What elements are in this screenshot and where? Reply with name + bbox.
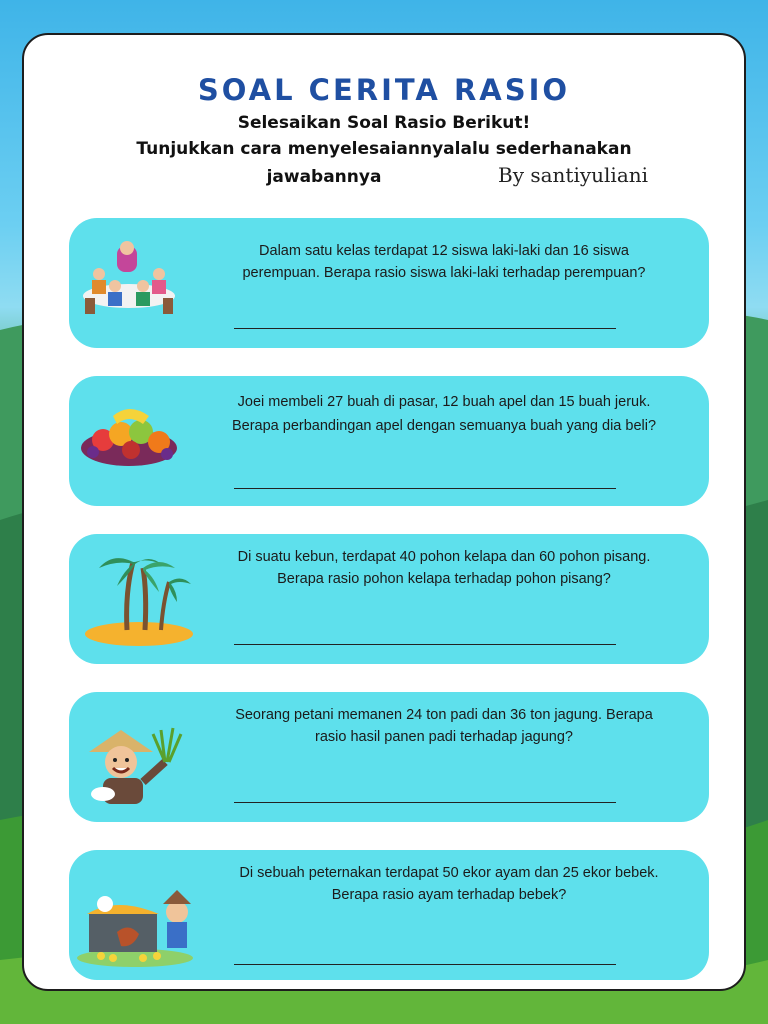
question-4-line-2: rasio hasil panen padi terhadap jagung? bbox=[315, 729, 573, 745]
answer-line-3[interactable] bbox=[234, 644, 616, 645]
answer-line-2[interactable] bbox=[234, 488, 616, 489]
author-credit: By santiyuliani bbox=[498, 163, 649, 187]
worksheet bbox=[22, 33, 746, 991]
instruction-line-2: Tunjukkan cara menyelesaiannyalalu sederhanakan bbox=[136, 139, 632, 159]
question-text-4 bbox=[199, 704, 689, 748]
question-text-3 bbox=[209, 546, 679, 590]
question-card-4 bbox=[69, 692, 709, 822]
palm-tree-island-icon bbox=[83, 542, 195, 648]
instruction-line-1: Selesaikan Soal Rasio Berikut! bbox=[237, 113, 531, 133]
instruction-line-3: jawabannya bbox=[266, 167, 382, 187]
question-1-line-1: Dalam satu kelas terdapat 12 siswa laki-laki dan 16 siswa bbox=[259, 243, 629, 259]
fruit-pile-icon bbox=[77, 396, 181, 472]
question-card-5 bbox=[69, 850, 709, 980]
poultry-farm-icon bbox=[77, 864, 199, 968]
answer-line-5[interactable] bbox=[234, 964, 616, 965]
question-1-line-2: perempuan. Berapa rasio siswa laki-laki terhadap perempuan? bbox=[242, 265, 646, 281]
answer-line-4[interactable] bbox=[234, 802, 616, 803]
classroom-icon bbox=[77, 238, 181, 318]
farmer-icon bbox=[81, 722, 191, 806]
answer-line-1[interactable] bbox=[234, 328, 616, 329]
question-text-5 bbox=[209, 862, 689, 906]
question-card-1 bbox=[69, 218, 709, 348]
question-card-3 bbox=[69, 534, 709, 664]
question-3-line-1: Di suatu kebun, terdapat 40 pohon kelapa dan 60 pohon pisang. bbox=[237, 549, 651, 565]
question-4-line-1: Seorang petani memanen 24 ton padi dan 36 ton jagung. Berapa bbox=[235, 707, 653, 723]
question-text-2 bbox=[199, 390, 689, 438]
question-5-line-1: Di sebuah peternakan terdapat 50 ekor ayam dan 25 ekor bebek. bbox=[239, 865, 659, 881]
question-2-line-1: Joei membeli 27 buah di pasar, 12 buah apel dan 15 buah jeruk. bbox=[237, 394, 651, 410]
question-2-line-2: Berapa perbandingan apel dengan semuanya buah yang dia beli? bbox=[231, 418, 657, 434]
question-card-2 bbox=[69, 376, 709, 506]
question-3-line-2: Berapa rasio pohon kelapa terhadap pohon pisang? bbox=[277, 571, 611, 587]
question-5-line-2: Berapa rasio ayam terhadap bebek? bbox=[331, 887, 567, 903]
page-title: SOAL CERITA RASIO bbox=[197, 73, 571, 107]
question-text-1 bbox=[209, 240, 679, 284]
